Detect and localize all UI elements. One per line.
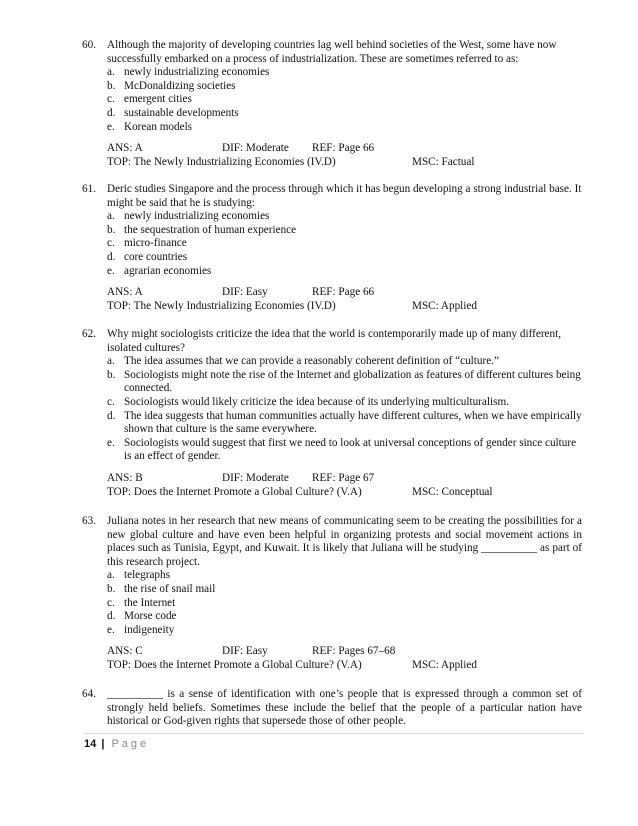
question-number: 61. [82, 183, 96, 195]
answer-row [107, 645, 582, 659]
question-64 [82, 688, 582, 729]
option-letter: e. [107, 623, 115, 636]
option-letter: d. [107, 610, 116, 623]
reference: REF: Page 66 [312, 142, 375, 155]
topic: TOP: The Newly Industrializing Economies (IV.D) [107, 299, 336, 312]
topic-row [107, 156, 582, 170]
answer-key: ANS: B [107, 471, 143, 484]
option-a [107, 210, 582, 224]
option-text: newly industrializing economies [124, 210, 270, 223]
question-number: 63. [82, 515, 96, 527]
option-letter: b. [107, 223, 116, 236]
option-letter: c. [107, 596, 115, 609]
option-a [107, 355, 582, 369]
option-text: Sociologists might note the rise of the Internet and globalization as features of different cultures being connected. [124, 368, 581, 395]
answer-block [107, 286, 582, 313]
option-letter: b. [107, 368, 116, 381]
difficulty: DIF: Easy [222, 286, 268, 299]
option-text: indigeneity [124, 623, 175, 636]
option-b [107, 80, 582, 94]
question-61 [82, 183, 582, 313]
footer-divider [84, 733, 584, 734]
option-text: the sequestration of human experience [124, 223, 297, 236]
option-text: Sociologists would likely criticize the idea because of its underlying multiculturalism. [124, 395, 509, 408]
option-text: The idea suggests that human communities actually have different cultures, when we have empirically shown that culture is the same everywhere. [124, 409, 582, 436]
option-letter: a. [107, 355, 115, 368]
question-number: 62. [82, 328, 96, 340]
option-d [107, 610, 582, 624]
option-text: Korean models [124, 120, 193, 133]
answer-row [107, 142, 582, 156]
option-text: agrarian economies [124, 264, 212, 277]
option-text: telegraphs [124, 569, 170, 582]
option-letter: e. [107, 436, 115, 449]
option-letter: b. [107, 582, 116, 595]
option-text: The idea assumes that we can provide a reasonably coherent definition of “culture.” [124, 355, 499, 368]
option-letter: d. [107, 106, 116, 119]
option-d [107, 410, 582, 437]
question-stem: Although the majority of developing countries lag well behind societies of the West, some have now successfully embarked on a process of industrialization. These are sometimes referred to as: [107, 39, 557, 65]
option-c [107, 93, 582, 107]
topic-row [107, 486, 582, 500]
option-text: McDonaldizing societies [124, 79, 236, 92]
answer-key: ANS: A [107, 142, 143, 155]
option-text: the Internet [124, 596, 176, 609]
answer-block [107, 142, 582, 169]
topic-row [107, 300, 582, 314]
option-a [107, 569, 582, 583]
option-c [107, 396, 582, 410]
option-letter: a. [107, 66, 115, 79]
reference: REF: Page 66 [312, 286, 375, 299]
answer-row [107, 286, 582, 300]
option-letter: c. [107, 93, 115, 106]
answer-block [107, 472, 582, 499]
option-b [107, 369, 582, 396]
question-stem: Why might sociologists criticize the idea that the world is contemporarily made up of many different, isolated cultures? [107, 328, 562, 354]
option-a [107, 66, 582, 80]
footer-separator: | [101, 738, 105, 750]
page-label: Page [111, 738, 150, 750]
option-text: Morse code [124, 610, 177, 623]
topic: TOP: The Newly Industrializing Economies (IV.D) [107, 155, 336, 168]
option-e [107, 624, 582, 638]
topic-row [107, 659, 582, 673]
option-text: newly industrializing economies [124, 66, 270, 79]
page-footer [84, 738, 584, 750]
option-letter: b. [107, 79, 116, 92]
reference: REF: Page 67 [312, 471, 375, 484]
question-60 [82, 39, 582, 169]
msc: MSC: Applied [412, 658, 477, 671]
topic: TOP: Does the Internet Promote a Global Culture? (V.A) [107, 485, 362, 498]
option-text: sustainable developments [124, 106, 239, 119]
option-letter: a. [107, 210, 115, 223]
answer-key: ANS: C [107, 645, 143, 658]
answer-key: ANS: A [107, 286, 143, 299]
option-letter: e. [107, 264, 115, 277]
topic: TOP: Does the Internet Promote a Global Culture? (V.A) [107, 658, 362, 671]
question-stem: Deric studies Singapore and the process through which it has begun developing a strong industrial base. It might be said that he is studying: [107, 183, 582, 209]
question-63 [82, 515, 582, 673]
answer-row [107, 472, 582, 486]
option-c [107, 597, 582, 611]
question-62 [82, 328, 582, 499]
question-number: 60. [82, 39, 96, 51]
option-e [107, 437, 582, 464]
difficulty: DIF: Easy [222, 645, 268, 658]
difficulty: DIF: Moderate [222, 142, 289, 155]
option-text: Sociologists would suggest that first we need to look at universal conceptions of gender since culture is an effect of gender. [124, 436, 577, 463]
question-stem: __________ is a sense of identification with one’s people that is expressed through a common set of strongly held beliefs. Sometimes these include the belief that the people of a particular nation have historical or God-given rights that supersede those of other people. [107, 688, 582, 728]
answer-block [107, 645, 582, 672]
difficulty: DIF: Moderate [222, 471, 289, 484]
option-b [107, 224, 582, 238]
option-d [107, 107, 582, 121]
option-c [107, 237, 582, 251]
option-letter: a. [107, 569, 115, 582]
option-text: the rise of snail mail [124, 582, 216, 595]
option-text: emergent cities [124, 93, 192, 106]
option-letter: c. [107, 237, 115, 250]
option-letter: e. [107, 120, 115, 133]
option-text: core countries [124, 250, 188, 263]
option-e [107, 121, 582, 135]
msc: MSC: Factual [412, 155, 475, 168]
option-e [107, 265, 582, 279]
msc: MSC: Conceptual [412, 485, 493, 498]
page-number: 14 [84, 738, 97, 750]
question-stem: Juliana notes in her research that new means of communicating seem to be creating the possibilities for a new global culture and have even been helpful in organizing protests and social movement actions in places such as Tunisia, Egypt, and Kuwait. It is likely that Juliana will be studying __________ as part of this research project. [107, 515, 582, 568]
msc: MSC: Applied [412, 299, 477, 312]
option-letter: d. [107, 409, 116, 422]
question-number: 64. [82, 688, 96, 700]
option-text: micro-finance [124, 237, 187, 250]
option-letter: c. [107, 395, 115, 408]
option-b [107, 583, 582, 597]
option-letter: d. [107, 250, 116, 263]
reference: REF: Pages 67–68 [312, 645, 396, 658]
option-d [107, 251, 582, 265]
